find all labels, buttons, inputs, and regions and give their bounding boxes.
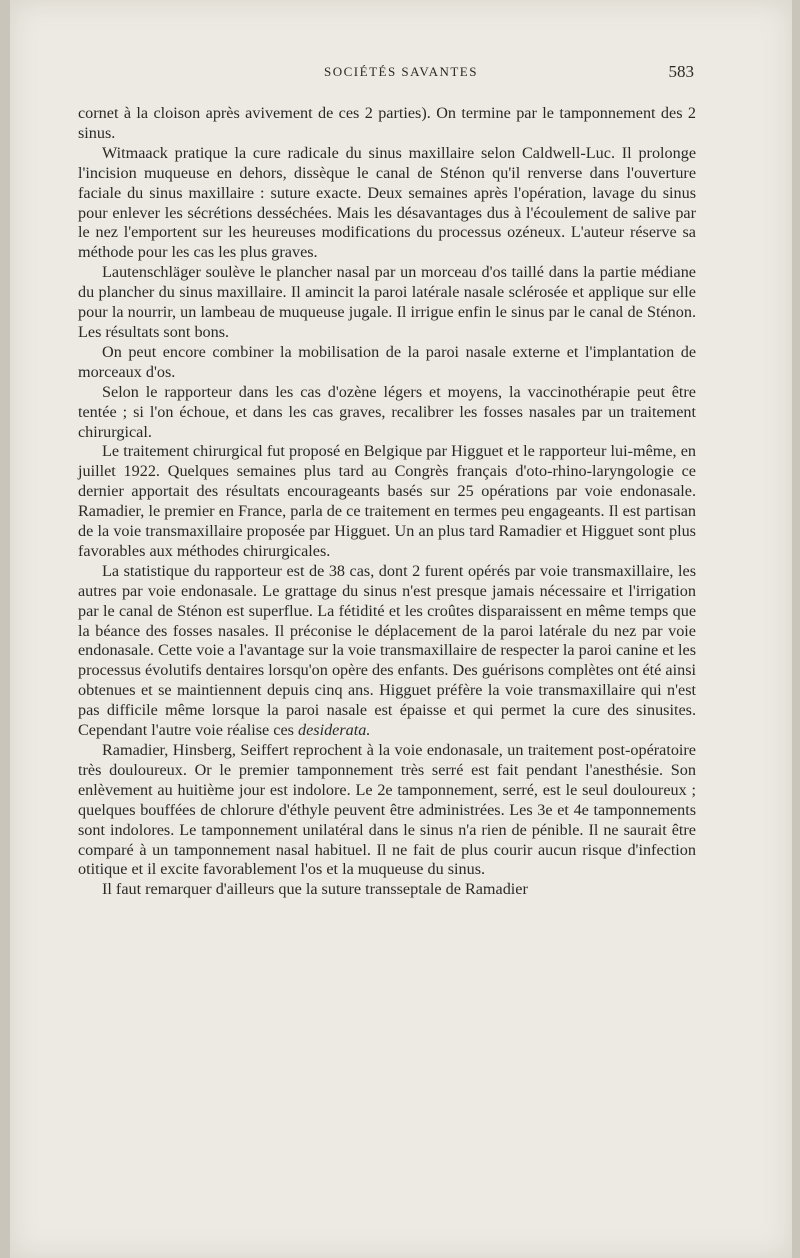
paragraph: Il faut remarquer d'ailleurs que la suture transseptale de Ramadier <box>102 880 528 899</box>
italic-term: desiderata. <box>298 721 371 740</box>
page-number: 583 <box>668 62 694 81</box>
paragraph: Ramadier, Hinsberg, Seiffert reprochent à la voie endonasale, un traitement post-opératoire très douloureux. Or le premier tamponnement très serré est fait pendant l'anesthésie. Son enlèvement au huitième jour est indolore. Le 2e tamponnement, serré, est le seul douloureux ; quelques bouffées de chlorure d'éthyle peuvent être administrées. Les 3e et 4e tamponnements sont indolores. Le tamponnement unilatéral dans le sinus n'a rien de pénible. Il ne saurait être comparé à un tamponnement nasal habituel. Il ne fait de plus courir aucun risque d'infection otitique et il excite favorablement l'os et la muqueuse du sinus. <box>78 741 696 879</box>
page-header <box>10 62 792 84</box>
document-page <box>10 0 792 1258</box>
running-title: SOCIÉTÉS SAVANTES <box>324 64 478 79</box>
paragraph: cornet à la cloison après avivement de ces 2 parties). On termine par le tamponnement des 2 sinus. <box>78 104 696 142</box>
paragraph <box>78 562 696 741</box>
paragraph: Selon le rapporteur dans les cas d'ozène légers et moyens, la vaccinothérapie peut être tentée ; si l'on échoue, et dans les cas graves, recalibrer les fosses nasales par un traitement chirurgical. <box>78 382 696 441</box>
paragraph: On peut encore combiner la mobilisation de la paroi nasale externe et l'implantation de morceaux d'os. <box>78 342 696 381</box>
paragraph: Lautenschläger soulève le plancher nasal par un morceau d'os taillé dans la partie médiane du plancher du sinus maxillaire. Il amincit la paroi latérale nasale sclérosée et applique sur elle pour la nourrir, un lambeau de muqueuse jugale. Il irrigue enfin le sinus par le canal de Sténon. Les résultats sont bons. <box>78 263 696 341</box>
paragraph-text: La statistique du rapporteur est de 38 cas, dont 2 furent opérés par voie transmaxillaire, les autres par voie endonasale. Le grattage du sinus n'est presque jamais nécessaire et l'irrigation par le canal de Sténon est superflue. La fétidité et les croûtes disparaissent en même temps que la béance des fosses nasales. Il préconise le déplacement de la paroi latérale du nez par voie endonasale. Cette voie a l'avantage sur la voie transmaxillaire de respecter la paroi canine et les processus évolutifs dentaires lorsqu'on opère des enfants. Des guérisons complètes ont été ainsi obtenues et se maintiennent depuis cinq ans. Higguet préfère la voie transmaxillaire qui n'est pas difficile même lorsque la paroi nasale est épaisse et qui permet la cure des sinusites. Cependant l'autre voie réalise ces <box>78 561 696 740</box>
body-text <box>78 104 696 900</box>
paragraph: Le traitement chirurgical fut proposé en Belgique par Higguet et le rapporteur lui-même, en juillet 1922. Quelques semaines plus tard au Congrès français d'oto-rhino-laryngologie ce dernier apportait des résultats encourageants basés sur 25 opérations par voie endonasale. Ramadier, le premier en France, parla de ce traitement en termes peu engageants. Il est partisan de la voie transmaxillaire proposée par Higguet. Un an plus tard Ramadier et Higguet sont plus favorables aux méthodes chirurgicales. <box>78 442 696 560</box>
paragraph: Witmaack pratique la cure radicale du sinus maxillaire selon Caldwell-Luc. Il prolonge l'incision muqueuse en dehors, dissèque le canal de Sténon qu'il renverse dans l'ouverture faciale du sinus maxillaire : suture exacte. Deux semaines après l'opération, lavage du sinus pour enlever les sécrétions desséchées. Mais les désavantages dus à l'écoulement de salive par le nez l'emportent sur les heureuses modifications du processus ozéneux. L'auteur réserve sa méthode pour les cas les plus graves. <box>78 143 696 262</box>
